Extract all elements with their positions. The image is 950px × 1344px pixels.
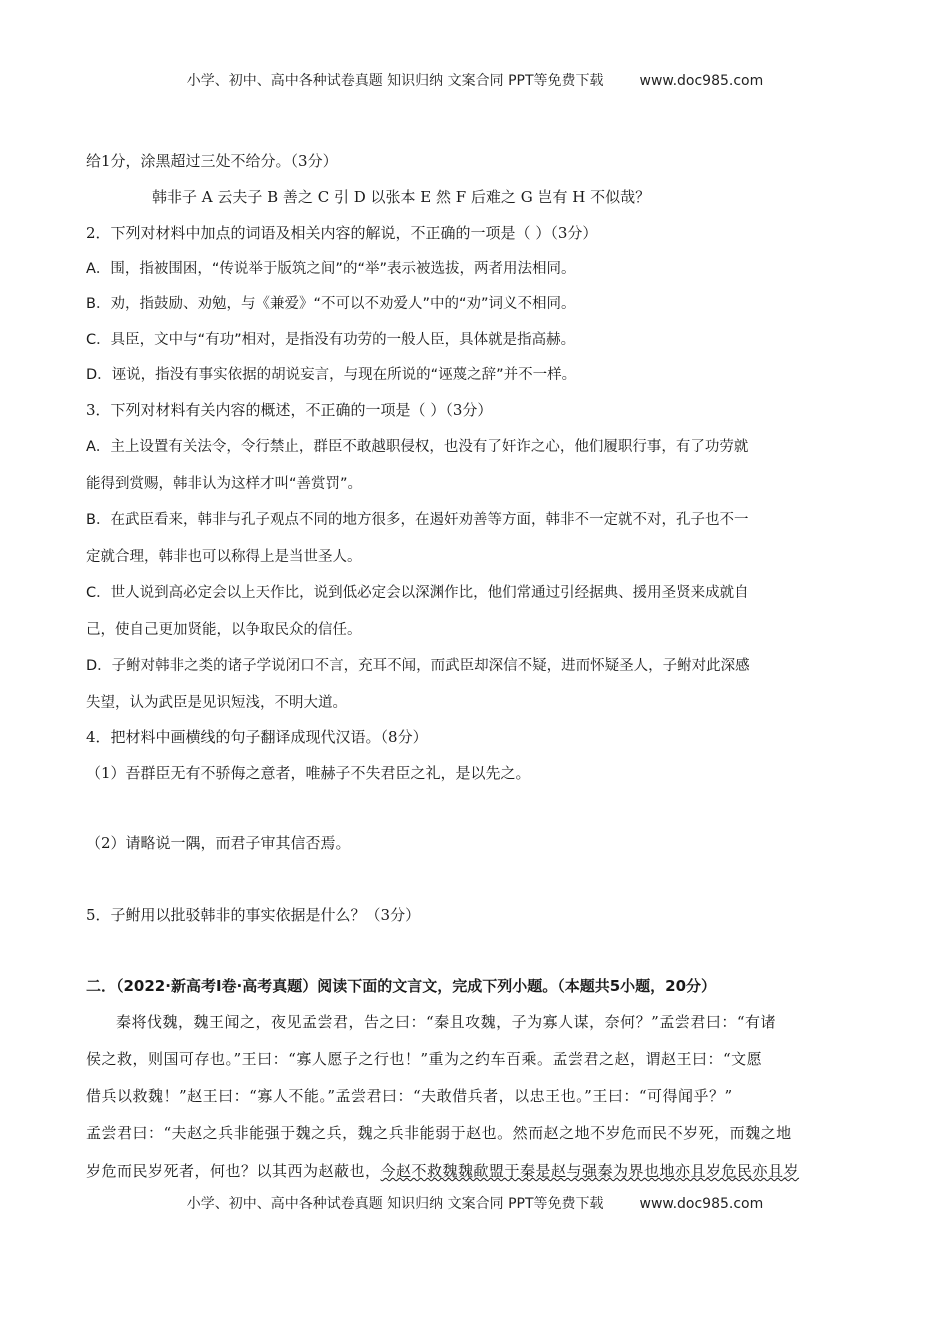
passage-line-3: 借兵以救魏！”赵王曰：“寡人不能。”孟尝君曰：“夫敢借兵者，以忠王也。”王曰：“可得闻乎？” — [86, 1087, 733, 1105]
question-3-option-d-line2: 失望，认为武臣是见识短浅，不明大道。 — [86, 695, 347, 711]
question-2: 2．下列对材料中加点的词语及相关内容的解说，不正确的一项是（ ）（3分） — [86, 224, 598, 242]
passage-line-1: 秦将伐魏，魏王闻之，夜见孟尝君，告之曰：“秦且攻魏，子为寡人谋，奈何？”孟尝君曰：“有诸 — [116, 1013, 777, 1031]
question-2-option-a: A．围，指被围困，“传说举于版筑之间”的“举”表示被选拔，两者用法相同。 — [86, 261, 576, 277]
question-3-option-b-line1: B．在武臣看来，韩非与孔子观点不同的地方很多，在遏奸劝善等方面，韩非不一定就不对，孔子也不一 — [86, 512, 749, 528]
underlined-sentence: 今赵不救魏魏歃盟于秦是赵与强秦为界也地亦且岁危民亦且岁 — [380, 1162, 800, 1180]
question-4-part-1: （1）吾群臣无有不骄侮之意者，唯赫子不失君臣之礼，是以先之。 — [86, 764, 531, 782]
section-2-heading: 二．（2022·新高考Ⅰ卷·高考真题）阅读下面的文言文，完成下列小题。（本题共5小题，20分） — [86, 977, 717, 995]
page-header — [0, 70, 950, 90]
passage-line-5-text: 岁危而民岁死者，何也？以其西为赵蔽也， — [86, 1162, 381, 1180]
question-2-option-c: C．具臣，文中与“有功”相对，是指没有功劳的一般人臣，具体就是指高赫。 — [86, 332, 576, 348]
question-3-option-b-line2: 定就合理，韩非也可以称得上是当世圣人。 — [86, 549, 362, 565]
question-3: 3．下列对材料有关内容的概述，不正确的一项是（ ）（3分） — [86, 401, 493, 419]
passage-line-2: 侯之救，则国可存也。”王曰：“寡人愿子之行也！”重为之约车百乘。孟尝君之赵，谓赵王曰：“文愿 — [86, 1050, 763, 1068]
question-2-option-b: B．劝，指鼓励、劝勉，与《兼爱》“不可以不劝爱人”中的“劝”词义不相同。 — [86, 296, 576, 312]
punctuation-sentence: 韩非子 A 云夫子 B 善之 C 引 D 以张本 E 然 F 后难之 G 岂有 H 不似哉？ — [152, 188, 651, 206]
question-3-option-a-line2: 能得到赏赐，韩非认为这样才叫“善赏罚”。 — [86, 476, 363, 492]
scoring-note: 给1分，涂黑超过三处不给分。（3分） — [86, 152, 338, 170]
question-3-option-c-line2: 己，使自己更加贤能，以争取民众的信任。 — [86, 622, 362, 638]
header-text: 小学、初中、高中各种试卷真题 知识归纳 文案合同 PPT等免费下载 — [186, 73, 604, 89]
passage-line-5 — [86, 1160, 799, 1181]
page-footer — [0, 1193, 950, 1213]
question-3-option-a-line1: A．主上设置有关法令，令行禁止，群臣不敢越职侵权，也没有了奸诈之心，他们履职行事，有了功劳就 — [86, 439, 749, 455]
question-3-option-c-line1: C．世人说到高必定会以上天作比，说到低必定会以深渊作比，他们常通过引经据典、援用圣贤来成就自 — [86, 585, 749, 601]
question-4: 4．把材料中画横线的句子翻译成现代汉语。（8分） — [86, 728, 428, 746]
passage-line-4: 孟尝君曰：“夫赵之兵非能强于魏之兵，魏之兵非能弱于赵也。然而赵之地不岁危而民不岁死，而魏之地 — [86, 1124, 792, 1142]
footer-site-link[interactable]: www.doc985.com — [639, 1196, 764, 1212]
question-4-part-2: （2）请略说一隅，而君子审其信否焉。 — [86, 834, 351, 852]
header-site-link[interactable]: www.doc985.com — [639, 73, 764, 89]
footer-text: 小学、初中、高中各种试卷真题 知识归纳 文案合同 PPT等免费下载 — [186, 1196, 604, 1212]
question-2-option-d: D．诬说，指没有事实依据的胡说妄言，与现在所说的“诬蔑之辞”并不一样。 — [86, 367, 577, 383]
question-3-option-d-line1: D．子鲋对韩非之类的诸子学说闭口不言，充耳不闻，而武臣却深信不疑，进而怀疑圣人，子鲋对此深感 — [86, 658, 750, 674]
question-5: 5．子鲋用以批驳韩非的事实依据是什么？（3分） — [86, 906, 421, 924]
